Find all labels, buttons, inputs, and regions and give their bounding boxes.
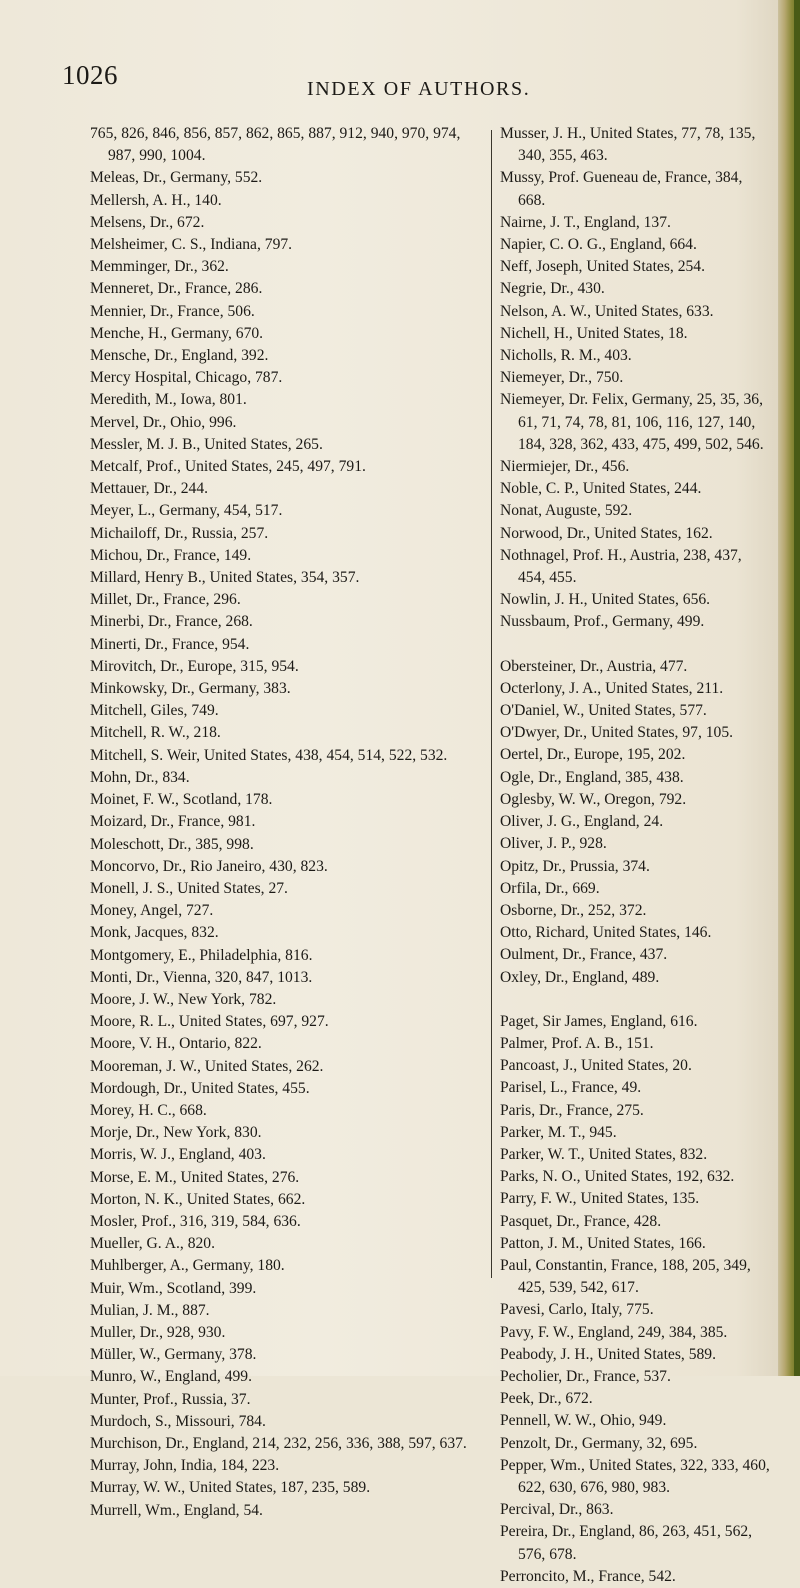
index-entry: Moleschott, Dr., 385, 998. bbox=[90, 835, 254, 853]
index-entry: Pancoast, J., United States, 20. bbox=[500, 1057, 692, 1075]
index-entry: Muller, Dr., 928, 930. bbox=[90, 1323, 226, 1341]
index-entry: Mordough, Dr., United States, 455. bbox=[90, 1079, 310, 1097]
index-entry: Mellersh, A. H., 140. bbox=[90, 191, 222, 209]
index-entry: Menneret, Dr., France, 286. bbox=[90, 280, 263, 298]
index-entry: Minkowsky, Dr., Germany, 383. bbox=[90, 680, 291, 698]
index-entry: Meredith, M., Iowa, 801. bbox=[90, 391, 247, 409]
index-entry: Müller, W., Germany, 378. bbox=[90, 1346, 257, 1364]
index-entry: Pasquet, Dr., France, 428. bbox=[500, 1212, 662, 1230]
index-entry: Nowlin, J. H., United States, 656. bbox=[500, 591, 711, 609]
index-entry: Nussbaum, Prof., Germany, 499. bbox=[500, 613, 705, 631]
index-entry: Minerbi, Dr., France, 268. bbox=[90, 613, 253, 631]
index-entry: Peabody, J. H., United States, 589. bbox=[500, 1345, 716, 1363]
index-entry: Niemeyer, Dr. Felix, Germany, 25, 35, 36, 61, 71, 74, 78, 81, 106, 116, 127, 140, 184, 328, 362, 433, 475, 499, 502, 546. bbox=[500, 391, 764, 453]
index-entry: Pavesi, Carlo, Italy, 775. bbox=[500, 1301, 654, 1319]
index-entry: Mennier, Dr., France, 506. bbox=[90, 302, 255, 320]
index-entry: Meyer, L., Germany, 454, 517. bbox=[90, 502, 283, 520]
index-entry: Neff, Joseph, United States, 254. bbox=[500, 258, 706, 276]
index-entry: Parisel, L., France, 49. bbox=[500, 1079, 642, 1097]
index-entry: Mercy Hospital, Chicago, 787. bbox=[90, 369, 283, 387]
index-entry: Morse, E. M., United States, 276. bbox=[90, 1168, 300, 1186]
index-entry: Nonat, Auguste, 592. bbox=[500, 502, 633, 520]
index-entry: Paul, Constantin, France, 188, 205, 349, 425, 539, 542, 617. bbox=[500, 1256, 751, 1297]
index-entry: Palmer, Prof. A. B., 151. bbox=[500, 1034, 654, 1052]
index-entry: Pavy, F. W., England, 249, 384, 385. bbox=[500, 1323, 728, 1341]
index-entry: Paris, Dr., France, 275. bbox=[500, 1101, 644, 1119]
index-entry: Michailoff, Dr., Russia, 257. bbox=[90, 524, 269, 542]
index-entry: Mohn, Dr., 834. bbox=[90, 768, 190, 786]
index-entry: Mensche, Dr., England, 392. bbox=[90, 347, 269, 365]
index-entry: Mervel, Dr., Ohio, 996. bbox=[90, 413, 237, 431]
index-entry: Parks, N. O., United States, 192, 632. bbox=[500, 1168, 735, 1186]
index-entry: Napier, C. O. G., England, 664. bbox=[500, 236, 697, 254]
index-entry: Mettauer, Dr., 244. bbox=[90, 480, 209, 498]
index-entry: Mirovitch, Dr., Europe, 315, 954. bbox=[90, 657, 299, 675]
index-entry: Murdoch, S., Missouri, 784. bbox=[90, 1412, 266, 1430]
index-entry: Norwood, Dr., United States, 162. bbox=[500, 524, 713, 542]
index-entry: Otto, Richard, United States, 146. bbox=[500, 924, 712, 942]
index-entry: O'Daniel, W., United States, 577. bbox=[500, 702, 707, 720]
index-entry: Mulian, J. M., 887. bbox=[90, 1301, 210, 1319]
index-entry: Percival, Dr., 863. bbox=[500, 1501, 614, 1519]
index-entry: Monk, Jacques, 832. bbox=[90, 924, 219, 942]
index-entry: Michou, Dr., France, 149. bbox=[90, 546, 252, 564]
index-entry: Patton, J. M., United States, 166. bbox=[500, 1234, 706, 1252]
index-entry: Memminger, Dr., 362. bbox=[90, 258, 229, 276]
index-entry: Montgomery, E., Philadelphia, 816. bbox=[90, 946, 313, 964]
index-entry: Mooreman, J. W., United States, 262. bbox=[90, 1057, 324, 1075]
index-entry: Melsens, Dr., 672. bbox=[90, 213, 205, 231]
index-entry: Pennell, W. W., Ohio, 949. bbox=[500, 1412, 667, 1430]
index-entry: Paget, Sir James, England, 616. bbox=[500, 1012, 698, 1030]
index-entry: Murrell, Wm., England, 54. bbox=[90, 1501, 263, 1519]
index-entry: Nicholls, R. M., 403. bbox=[500, 347, 632, 365]
index-entry: Muhlberger, A., Germany, 180. bbox=[90, 1257, 285, 1275]
index-entry: Morey, H. C., 668. bbox=[90, 1101, 207, 1119]
index-entry: Morje, Dr., New York, 830. bbox=[90, 1124, 262, 1142]
running-head: INDEX OF AUTHORS. bbox=[307, 78, 531, 100]
index-entry: Ogle, Dr., England, 385, 438. bbox=[500, 768, 684, 786]
index-entry: Monell, J. S., United States, 27. bbox=[90, 879, 288, 897]
column-divider bbox=[491, 130, 492, 1278]
index-entry: Niermiejer, Dr., 456. bbox=[500, 458, 630, 476]
index-entry: Mueller, G. A., 820. bbox=[90, 1235, 215, 1253]
index-entry: Mitchell, R. W., 218. bbox=[90, 724, 221, 742]
index-entry: Morton, N. K., United States, 662. bbox=[90, 1190, 306, 1208]
index-entry: Millard, Henry B., United States, 354, 357. bbox=[90, 569, 360, 587]
index-entry: Parker, W. T., United States, 832. bbox=[500, 1145, 708, 1163]
index-entry: Money, Angel, 727. bbox=[90, 902, 214, 920]
index-entry: Menche, H., Germany, 670. bbox=[90, 324, 264, 342]
index-entry: Moizard, Dr., France, 981. bbox=[90, 813, 256, 831]
index-entry: Oxley, Dr., England, 489. bbox=[500, 968, 660, 986]
page-number: 1026 bbox=[62, 60, 118, 90]
index-entry: Parker, M. T., 945. bbox=[500, 1123, 617, 1141]
index-column-right bbox=[500, 123, 772, 1588]
index-entry: Pepper, Wm., United States, 322, 333, 460, 622, 630, 676, 980, 983. bbox=[500, 1456, 770, 1496]
index-entry: Octerlony, J. A., United States, 211. bbox=[500, 679, 724, 697]
index-entry: Moncorvo, Dr., Rio Janeiro, 430, 823. bbox=[90, 857, 328, 875]
index-entry: Meleas, Dr., Germany, 552. bbox=[90, 169, 263, 187]
index-entry: Munro, W., England, 499. bbox=[90, 1368, 252, 1386]
index-entry: Moinet, F. W., Scotland, 178. bbox=[90, 791, 273, 809]
index-entry: Oliver, J. P., 928. bbox=[500, 835, 607, 853]
index-entry: Murchison, Dr., England, 214, 232, 256, 336, 388, 597, 637. bbox=[90, 1434, 467, 1452]
index-entry: Osborne, Dr., 252, 372. bbox=[500, 901, 647, 919]
index-entry: Monti, Dr., Vienna, 320, 847, 1013. bbox=[90, 968, 313, 986]
index-entry: Pecholier, Dr., France, 537. bbox=[500, 1367, 671, 1385]
index-entry: Muir, Wm., Scotland, 399. bbox=[90, 1279, 257, 1297]
index-entry: Opitz, Dr., Prussia, 374. bbox=[500, 857, 650, 875]
index-entry: Mussy, Prof. Gueneau de, France, 384, 668. bbox=[500, 169, 743, 209]
index-entry: Murray, W. W., United States, 187, 235, 589. bbox=[90, 1479, 371, 1497]
index-entry: Oulment, Dr., France, 437. bbox=[500, 946, 668, 964]
index-entry: Moore, J. W., New York, 782. bbox=[90, 990, 277, 1008]
index-entry: Minerti, Dr., France, 954. bbox=[90, 635, 250, 653]
index-entry: Murray, John, India, 184, 223. bbox=[90, 1457, 280, 1475]
index-entry: Noble, C. P., United States, 244. bbox=[500, 480, 702, 498]
index-entry: O'Dwyer, Dr., United States, 97, 105. bbox=[500, 724, 734, 742]
index-entry: Messler, M. J. B., United States, 265. bbox=[90, 435, 323, 453]
index-entry: Oertel, Dr., Europe, 195, 202. bbox=[500, 746, 686, 764]
index-entry: Munter, Prof., Russia, 37. bbox=[90, 1390, 251, 1408]
index-entry: Nichell, H., United States, 18. bbox=[500, 324, 688, 342]
index-entry: Metcalf, Prof., United States, 245, 497, 791. bbox=[90, 458, 366, 476]
index-entry: Nothnagel, Prof. H., Austria, 238, 437, 454, 455. bbox=[500, 546, 742, 587]
index-entry: Obersteiner, Dr., Austria, 477. bbox=[500, 657, 688, 675]
index-entry: Perroncito, M., France, 542. bbox=[500, 1567, 676, 1585]
index-entry: Moore, V. H., Ontario, 822. bbox=[90, 1035, 262, 1053]
index-entry: Millet, Dr., France, 296. bbox=[90, 591, 241, 609]
index-entry: Mosler, Prof., 316, 319, 584, 636. bbox=[90, 1212, 301, 1230]
index-entry: Niemeyer, Dr., 750. bbox=[500, 369, 624, 387]
index-entry: Melsheimer, C. S., Indiana, 797. bbox=[90, 236, 293, 254]
index-entry: Negrie, Dr., 430. bbox=[500, 280, 605, 298]
index-column-left bbox=[90, 123, 490, 1522]
index-entry: Penzolt, Dr., Germany, 32, 695. bbox=[500, 1434, 698, 1452]
index-entry: Oglesby, W. W., Oregon, 792. bbox=[500, 790, 687, 808]
index-entry: Moore, R. L., United States, 697, 927. bbox=[90, 1013, 329, 1031]
index-entry: 765, 826, 846, 856, 857, 862, 865, 887, 912, 940, 970, 974, 987, 990, 1004. bbox=[90, 125, 461, 165]
index-entry: Musser, J. H., United States, 77, 78, 135, 340, 355, 463. bbox=[500, 125, 756, 165]
index-entry: Mitchell, Giles, 749. bbox=[90, 702, 219, 720]
index-entry: Orfila, Dr., 669. bbox=[500, 879, 600, 897]
index-entry: Parry, F. W., United States, 135. bbox=[500, 1190, 700, 1208]
index-entry: Mitchell, S. Weir, United States, 438, 454, 514, 522, 532. bbox=[90, 746, 448, 764]
index-entry: Nelson, A. W., United States, 633. bbox=[500, 302, 714, 320]
index-entry: Oliver, J. G., England, 24. bbox=[500, 813, 664, 831]
index-entry: Pereira, Dr., England, 86, 263, 451, 562, 576, 678. bbox=[500, 1523, 753, 1563]
index-entry: Nairne, J. T., England, 137. bbox=[500, 213, 671, 231]
index-entry: Peek, Dr., 672. bbox=[500, 1390, 593, 1408]
index-entry: Morris, W. J., England, 403. bbox=[90, 1146, 266, 1164]
page-edge-shadow bbox=[794, 0, 800, 1376]
